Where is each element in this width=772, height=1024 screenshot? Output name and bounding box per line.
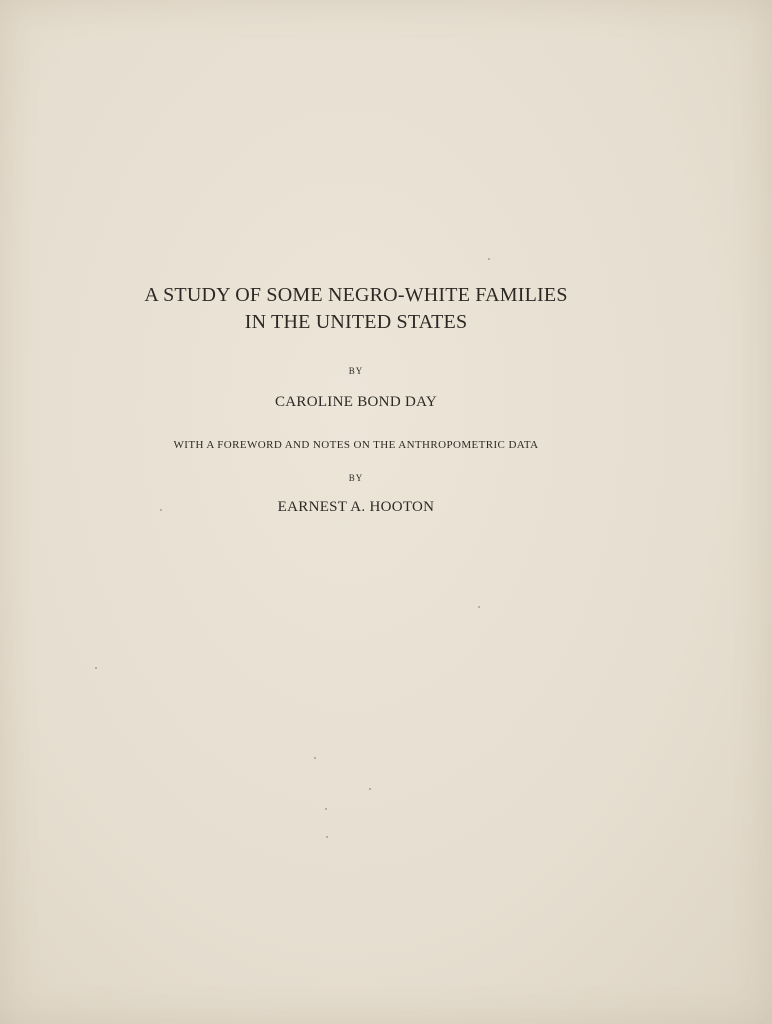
foreword-author-name: EARNEST A. HOOTON	[277, 499, 435, 515]
title-line-2: IN THE UNITED STATES	[244, 311, 468, 333]
paper-speck	[325, 808, 327, 810]
paper-speck	[95, 667, 97, 669]
paper-speck	[160, 509, 162, 511]
paper-speck	[478, 606, 480, 608]
paper-speck	[488, 258, 490, 260]
by-label-author: BY	[348, 366, 364, 376]
foreword-line: WITH A FOREWORD AND NOTES ON THE ANTHROPOMETRIC DATA	[173, 439, 539, 451]
by-label-foreword: BY	[348, 473, 364, 483]
paper-speck	[314, 757, 316, 759]
author-name: CAROLINE BOND DAY	[274, 394, 438, 410]
title-line-1: A STUDY OF SOME NEGRO-WHITE FAMILIES	[144, 284, 568, 306]
paper-speck	[369, 788, 371, 790]
paper-speck	[326, 836, 328, 838]
